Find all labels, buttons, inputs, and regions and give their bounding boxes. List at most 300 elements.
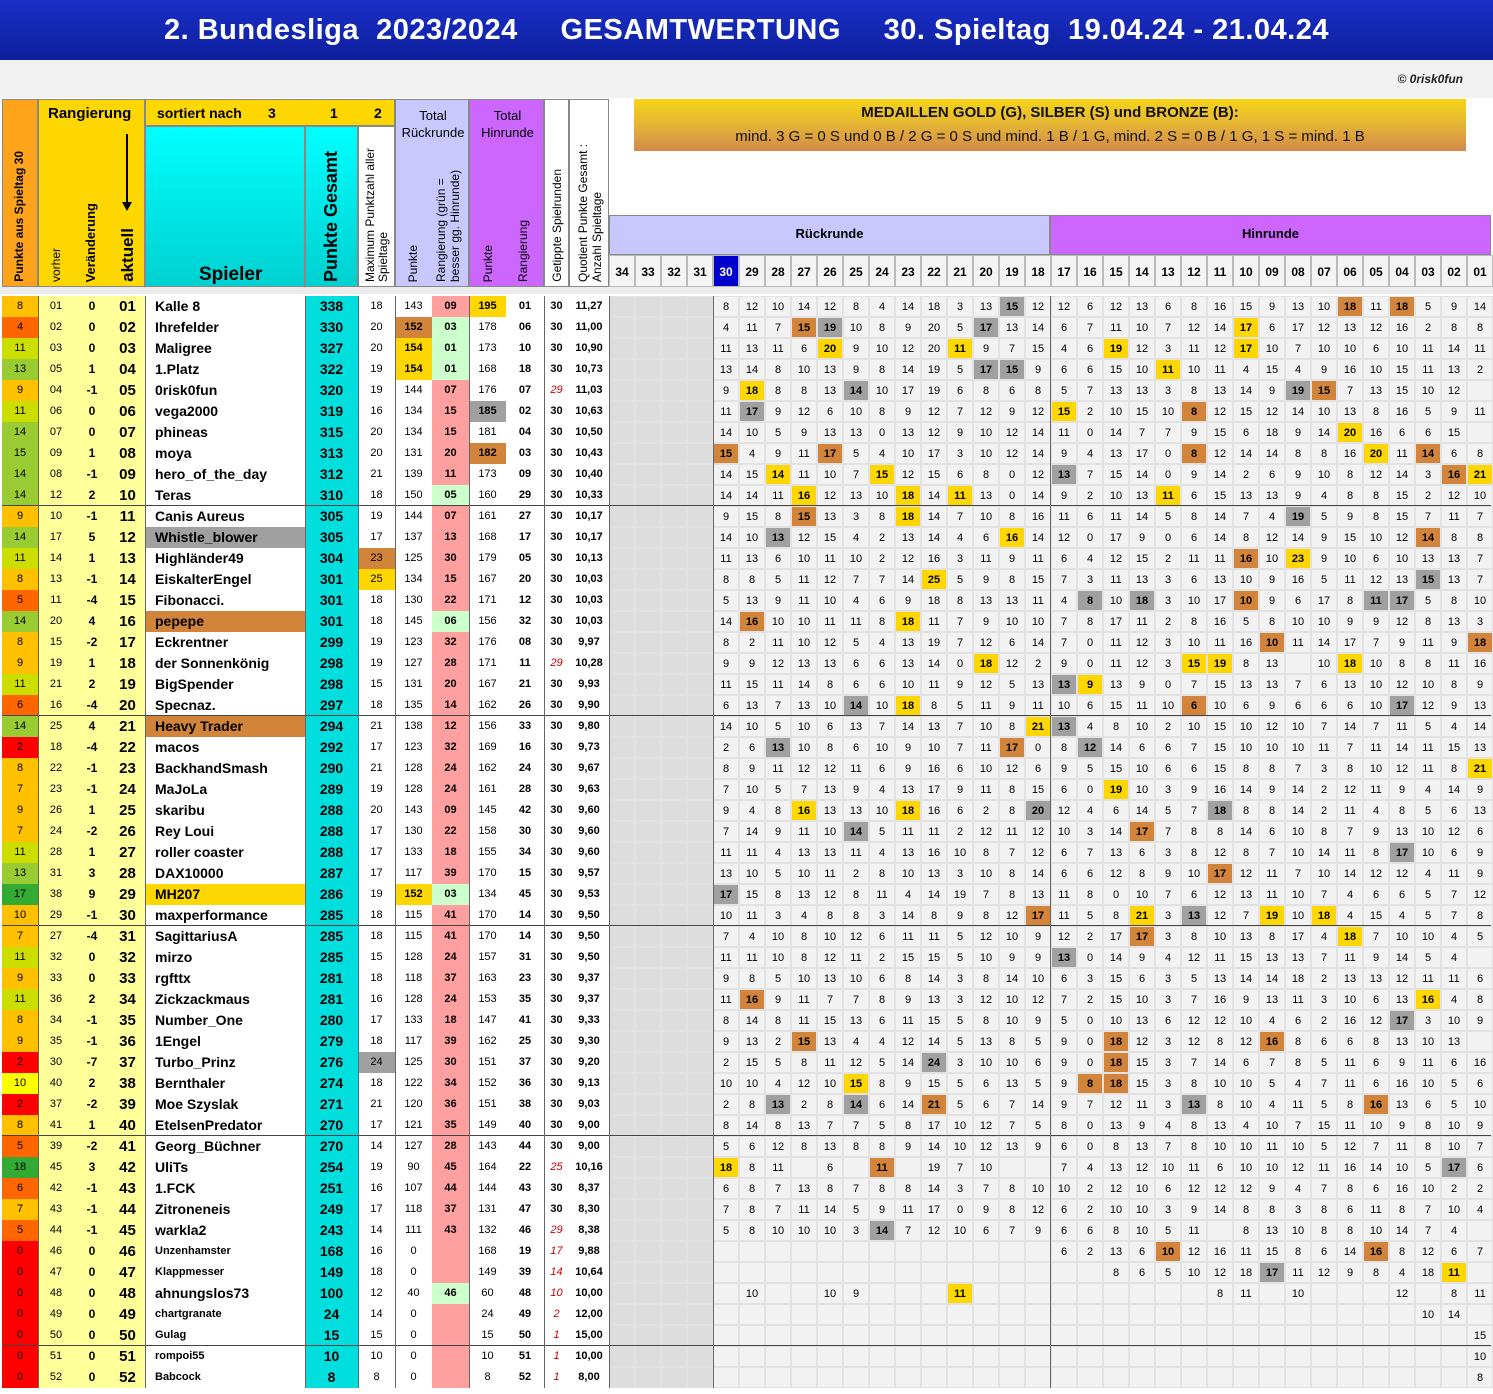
matchday-points: 7 xyxy=(817,989,843,1010)
header-played-rounds: Getippte Spielrunden xyxy=(544,99,569,287)
matchday-points xyxy=(635,359,661,380)
rueckrunde-rank: 39 xyxy=(432,863,469,884)
matchday-points xyxy=(1155,1346,1181,1367)
matchday-points: 7 xyxy=(1233,506,1259,527)
total-points: 289 xyxy=(305,779,358,800)
matchday-points: 14 xyxy=(1233,779,1259,800)
matchday-points xyxy=(1103,1346,1129,1367)
rank-previous: 24 xyxy=(38,821,74,842)
matchday-points: 10 xyxy=(1311,464,1337,485)
quotient: 8,00 xyxy=(569,1367,609,1388)
matchday-points: 14 xyxy=(1025,485,1051,506)
matchday-points: 0 xyxy=(1077,1031,1103,1052)
matchday-points: 0 xyxy=(1077,1052,1103,1073)
rank-change: 2 xyxy=(74,674,110,695)
matchday-points: 4 xyxy=(713,317,739,338)
matchday-points: 7 xyxy=(1441,884,1467,905)
matchday-points: 6 xyxy=(1051,779,1077,800)
matchday-points: 11 xyxy=(1337,842,1363,863)
matchday-header-31: 31 xyxy=(687,255,713,287)
matchday-header-10: 10 xyxy=(1233,255,1259,287)
matchday-points: 8 xyxy=(765,359,791,380)
matchday-points: 13 xyxy=(1259,989,1285,1010)
matchday-points: 15 xyxy=(1207,716,1233,737)
matchday-points: 7 xyxy=(1155,821,1181,842)
matchday-points: 5 xyxy=(765,422,791,443)
quotient: 10,16 xyxy=(569,1157,609,1178)
matchday-points: 10 xyxy=(765,296,791,317)
matchday-points: 4 xyxy=(843,590,869,611)
matchday-points: 4 xyxy=(1467,1199,1493,1220)
matchday-points: 13 xyxy=(1259,947,1285,968)
rank-change: 0 xyxy=(74,1367,110,1388)
matchday-points: 15 xyxy=(1051,401,1077,422)
matchday-points xyxy=(765,1325,791,1346)
matchday-points: 16 xyxy=(921,800,947,821)
matchday-points xyxy=(609,737,635,758)
matchday-points: 7 xyxy=(1441,905,1467,926)
matchday-points xyxy=(635,1010,661,1031)
matchday-points xyxy=(1415,1325,1441,1346)
rank-current: 08 xyxy=(110,443,145,464)
rueckrunde-rank: 32 xyxy=(432,632,469,653)
matchday-points: 7 xyxy=(1051,632,1077,653)
total-points: 288 xyxy=(305,800,358,821)
matchday-points xyxy=(1467,1031,1493,1052)
matchday-header-19: 19 xyxy=(999,255,1025,287)
matchday-points: 10 xyxy=(1103,401,1129,422)
rank-change: -1 xyxy=(74,1220,110,1241)
quotient: 9,73 xyxy=(569,737,609,758)
matchday-points: 13 xyxy=(973,1031,999,1052)
matchday-points: 11 xyxy=(1207,548,1233,569)
rank-current: 48 xyxy=(110,1283,145,1304)
matchday-points: 8 xyxy=(1181,380,1207,401)
matchday-points: 14 xyxy=(921,968,947,989)
matchday-points: 17 xyxy=(895,380,921,401)
matchday-points: 10 xyxy=(791,632,817,653)
matchday-points xyxy=(687,1052,713,1073)
matchday-points xyxy=(1285,1304,1311,1325)
matchday-points: 9 xyxy=(973,611,999,632)
matchday-points: 11 xyxy=(973,779,999,800)
matchday-points: 0 xyxy=(1077,653,1103,674)
matchday-points: 6 xyxy=(817,716,843,737)
matchday-points: 2 xyxy=(713,1094,739,1115)
player-name: Kalle 8 xyxy=(145,296,305,317)
header-max-points: Maximum Punktzahl aller Spieltage xyxy=(358,126,395,287)
total-points: 10 xyxy=(305,1346,358,1367)
matchday-points: 2 xyxy=(1233,464,1259,485)
matchday-header-25: 25 xyxy=(843,255,869,287)
matchday-points: 13 xyxy=(1207,968,1233,989)
matchday-points: 9 xyxy=(1467,1010,1493,1031)
matchday-points: 11 xyxy=(1311,1157,1337,1178)
quotient: 10,33 xyxy=(569,485,609,506)
hinrunde-points: 10 xyxy=(469,1346,506,1367)
rueckrunde-points: 134 xyxy=(395,401,432,422)
matchday-points xyxy=(1077,1325,1103,1346)
matchday-points: 13 xyxy=(1441,1031,1467,1052)
played-rounds: 17 xyxy=(544,1241,569,1262)
matchday-points: 10 xyxy=(1415,1304,1441,1325)
matchday-points: 10 xyxy=(765,947,791,968)
points-matchday-30: 14 xyxy=(2,527,38,548)
rank-current: 46 xyxy=(110,1241,145,1262)
rank-previous: 37 xyxy=(38,1094,74,1115)
quotient: 10,73 xyxy=(569,359,609,380)
matchday-points: 14 xyxy=(713,527,739,548)
rank-previous: 48 xyxy=(38,1283,74,1304)
matchday-points: 19 xyxy=(1103,779,1129,800)
matchday-points: 13 xyxy=(973,485,999,506)
matchday-points: 0 xyxy=(947,653,973,674)
matchday-points: 15 xyxy=(791,506,817,527)
matchday-points: 11 xyxy=(739,905,765,926)
max-points: 24 xyxy=(358,1052,395,1073)
matchday-points: 18 xyxy=(1415,1262,1441,1283)
matchday-points: 6 xyxy=(1129,842,1155,863)
matchday-points: 5 xyxy=(1155,506,1181,527)
matchday-points: 7 xyxy=(947,632,973,653)
matchday-points: 3 xyxy=(1155,905,1181,926)
rank-current: 42 xyxy=(110,1157,145,1178)
max-points: 19 xyxy=(358,653,395,674)
max-points: 20 xyxy=(358,317,395,338)
matchday-points: 8 xyxy=(1285,1052,1311,1073)
matchday-points xyxy=(661,1094,687,1115)
total-points: 24 xyxy=(305,1304,358,1325)
matchday-points: 2 xyxy=(1077,485,1103,506)
matchday-points xyxy=(609,884,635,905)
matchday-points: 10 xyxy=(869,380,895,401)
matchday-points: 11 xyxy=(1181,1157,1207,1178)
matchday-points: 11 xyxy=(1181,1220,1207,1241)
matchday-points: 11 xyxy=(1337,1115,1363,1136)
matchday-points: 13 xyxy=(1363,968,1389,989)
matchday-points: 15 xyxy=(739,464,765,485)
matchday-points: 14 xyxy=(1415,527,1441,548)
player-name: Zickzackmaus xyxy=(145,989,305,1010)
rank-previous: 34 xyxy=(38,1010,74,1031)
matchday-points: 6 xyxy=(999,380,1025,401)
header-points-matchday: Punkte aus Spieltag 30 xyxy=(2,99,38,287)
matchday-points: 13 xyxy=(765,527,791,548)
played-rounds: 30 xyxy=(544,968,569,989)
matchday-points: 11 xyxy=(1103,317,1129,338)
matchday-points xyxy=(687,359,713,380)
matchday-points xyxy=(687,1073,713,1094)
matchday-points xyxy=(791,1346,817,1367)
matchday-points: 11 xyxy=(973,548,999,569)
max-points: 20 xyxy=(358,800,395,821)
matchday-points: 5 xyxy=(1155,800,1181,821)
matchday-points xyxy=(661,359,687,380)
matchday-points: 13 xyxy=(1441,359,1467,380)
rank-previous: 29 xyxy=(38,905,74,926)
matchday-points: 15 xyxy=(1207,485,1233,506)
played-rounds: 30 xyxy=(544,800,569,821)
matchday-points: 9 xyxy=(895,317,921,338)
matchday-points: 23 xyxy=(1285,548,1311,569)
matchday-points: 6 xyxy=(765,548,791,569)
matchday-points: 12 xyxy=(1311,1262,1337,1283)
matchday-points: 6 xyxy=(843,674,869,695)
played-rounds: 1 xyxy=(544,1367,569,1388)
matchday-points: 7 xyxy=(1155,1136,1181,1157)
matchday-points xyxy=(921,1241,947,1262)
matchday-points: 10 xyxy=(1181,590,1207,611)
matchday-points: 2 xyxy=(947,821,973,842)
matchday-points: 13 xyxy=(817,380,843,401)
matchday-points: 12 xyxy=(1181,1241,1207,1262)
matchday-points: 19 xyxy=(1285,380,1311,401)
matchday-points: 2 xyxy=(843,863,869,884)
quotient: 9,00 xyxy=(569,1115,609,1136)
matchday-points xyxy=(609,569,635,590)
hinrunde-rank: 37 xyxy=(506,1052,544,1073)
matchday-points: 10 xyxy=(1259,338,1285,359)
matchday-points: 10 xyxy=(999,926,1025,947)
matchday-points: 8 xyxy=(1467,317,1493,338)
matchday-points: 8 xyxy=(1441,1283,1467,1304)
matchday-points: 8 xyxy=(1467,527,1493,548)
matchday-points xyxy=(687,527,713,548)
matchday-points: 11 xyxy=(1259,863,1285,884)
matchday-points xyxy=(687,1010,713,1031)
matchday-points xyxy=(609,1178,635,1199)
rueckrunde-points: 40 xyxy=(395,1283,432,1304)
matchday-points: 2 xyxy=(713,1052,739,1073)
matchday-points: 6 xyxy=(1233,422,1259,443)
matchday-points: 8 xyxy=(1415,1115,1441,1136)
matchday-points: 8 xyxy=(1441,758,1467,779)
matchday-points xyxy=(635,590,661,611)
matchday-points: 5 xyxy=(869,1115,895,1136)
matchday-points xyxy=(1337,1325,1363,1346)
total-points: 288 xyxy=(305,842,358,863)
matchday-points: 6 xyxy=(947,758,973,779)
matchday-points: 6 xyxy=(1415,1094,1441,1115)
matchday-points: 8 xyxy=(999,506,1025,527)
rank-previous: 14 xyxy=(38,548,74,569)
matchday-points xyxy=(609,380,635,401)
max-points: 18 xyxy=(358,296,395,317)
matchday-points: 4 xyxy=(1415,779,1441,800)
total-points: 285 xyxy=(305,905,358,926)
matchday-points: 7 xyxy=(1181,737,1207,758)
matchday-points: 10 xyxy=(973,947,999,968)
played-rounds: 25 xyxy=(544,1157,569,1178)
matchday-points: 7 xyxy=(1415,506,1441,527)
matchday-points: 6 xyxy=(1259,464,1285,485)
matchday-points: 2 xyxy=(1077,1178,1103,1199)
matchday-points: 10 xyxy=(1207,695,1233,716)
matchday-points: 10 xyxy=(1233,590,1259,611)
matchday-points: 14 xyxy=(1441,779,1467,800)
matchday-points: 4 xyxy=(1311,926,1337,947)
matchday-points: 8 xyxy=(739,569,765,590)
max-points: 16 xyxy=(358,401,395,422)
matchday-points: 5 xyxy=(765,968,791,989)
points-matchday-30: 2 xyxy=(2,1052,38,1073)
matchday-points: 11 xyxy=(765,485,791,506)
matchday-points: 5 xyxy=(1467,926,1493,947)
matchday-header-26: 26 xyxy=(817,255,843,287)
matchday-points: 6 xyxy=(1337,1199,1363,1220)
matchday-points xyxy=(687,1094,713,1115)
played-rounds: 30 xyxy=(544,884,569,905)
matchday-points: 9 xyxy=(999,695,1025,716)
max-points: 15 xyxy=(358,1325,395,1346)
matchday-points: 12 xyxy=(1389,1283,1415,1304)
matchday-points: 7 xyxy=(1285,338,1311,359)
matchday-points: 13 xyxy=(1363,380,1389,401)
matchday-points xyxy=(1441,1325,1467,1346)
matchday-points: 11 xyxy=(1259,884,1285,905)
matchday-points: 17 xyxy=(1233,317,1259,338)
hinrunde-rank: 09 xyxy=(506,464,544,485)
matchday-points: 10 xyxy=(947,1115,973,1136)
matchday-points: 17 xyxy=(1103,611,1129,632)
player-name: Whistle_blower xyxy=(145,527,305,548)
quotient: 9,20 xyxy=(569,1052,609,1073)
hinrunde-points: 132 xyxy=(469,1220,506,1241)
matchday-points: 10 xyxy=(895,863,921,884)
matchday-points xyxy=(1181,1367,1207,1388)
matchday-points: 6 xyxy=(869,1094,895,1115)
matchday-points xyxy=(921,1325,947,1346)
hinrunde-points: 170 xyxy=(469,926,506,947)
matchday-points: 12 xyxy=(1233,1031,1259,1052)
points-matchday-30: 4 xyxy=(2,317,38,338)
matchday-points: 3 xyxy=(1155,989,1181,1010)
matchday-points: 13 xyxy=(843,716,869,737)
matchday-points: 8 xyxy=(1467,443,1493,464)
matchday-points: 11 xyxy=(1441,653,1467,674)
matchday-points xyxy=(609,653,635,674)
rueckrunde-rank: 44 xyxy=(432,1178,469,1199)
total-points: 294 xyxy=(305,716,358,737)
matchday-points: 3 xyxy=(843,1220,869,1241)
matchday-points: 10 xyxy=(973,863,999,884)
matchday-points: 8 xyxy=(869,1073,895,1094)
matchday-points: 8 xyxy=(1233,800,1259,821)
matchday-points: 4 xyxy=(739,926,765,947)
rueckrunde-points: 107 xyxy=(395,1178,432,1199)
matchday-points xyxy=(895,1241,921,1262)
played-rounds: 30 xyxy=(544,1136,569,1157)
rueckrunde-rank: 43 xyxy=(432,1220,469,1241)
matchday-points: 5 xyxy=(765,779,791,800)
rueckrunde-points: 121 xyxy=(395,1115,432,1136)
matchday-points: 6 xyxy=(1051,1199,1077,1220)
matchday-points: 6 xyxy=(1051,1136,1077,1157)
matchday-points: 10 xyxy=(1467,1094,1493,1115)
matchday-points xyxy=(609,947,635,968)
matchday-points: 10 xyxy=(1129,779,1155,800)
rueckrunde-points: 123 xyxy=(395,632,432,653)
quotient: 11,03 xyxy=(569,380,609,401)
matchday-points: 10 xyxy=(713,1073,739,1094)
matchday-points: 10 xyxy=(1207,1073,1233,1094)
hinrunde-rank: 42 xyxy=(506,800,544,821)
quotient: 10,03 xyxy=(569,611,609,632)
hinrunde-rank: 33 xyxy=(506,716,544,737)
matchday-points: 4 xyxy=(1233,1115,1259,1136)
hinrunde-rank: 47 xyxy=(506,1199,544,1220)
column-separator xyxy=(713,296,714,1388)
rank-change: 0 xyxy=(74,1283,110,1304)
matchday-points: 8 xyxy=(791,380,817,401)
matchday-points: 13 xyxy=(791,842,817,863)
matchday-points: 15 xyxy=(843,1073,869,1094)
matchday-points xyxy=(635,653,661,674)
matchday-points: 14 xyxy=(1207,317,1233,338)
matchday-points: 13 xyxy=(1285,296,1311,317)
matchday-points: 8 xyxy=(999,1178,1025,1199)
rank-current: 39 xyxy=(110,1094,145,1115)
rueckrunde-rank: 22 xyxy=(432,821,469,842)
matchday-points: 14 xyxy=(1233,380,1259,401)
matchday-points xyxy=(1259,1325,1285,1346)
matchday-points: 7 xyxy=(1337,821,1363,842)
matchday-points: 14 xyxy=(999,968,1025,989)
total-points: 297 xyxy=(305,695,358,716)
matchday-points xyxy=(687,842,713,863)
matchday-points: 5 xyxy=(947,1073,973,1094)
rueckrunde-points: 128 xyxy=(395,989,432,1010)
rueckrunde-rank: 35 xyxy=(432,1115,469,1136)
rank-current: 09 xyxy=(110,464,145,485)
matchday-points xyxy=(895,1262,921,1283)
matchday-points xyxy=(739,1262,765,1283)
rueckrunde-rank: 28 xyxy=(432,1136,469,1157)
matchday-points: 18 xyxy=(895,695,921,716)
matchday-points: 13 xyxy=(1441,548,1467,569)
matchday-points xyxy=(687,758,713,779)
matchday-points: 7 xyxy=(1285,1115,1311,1136)
matchday-points: 12 xyxy=(1337,1136,1363,1157)
matchday-points: 7 xyxy=(843,569,869,590)
matchday-points: 17 xyxy=(739,401,765,422)
matchday-points: 7 xyxy=(1077,464,1103,485)
matchday-points: 11 xyxy=(1415,737,1441,758)
matchday-points: 17 xyxy=(1129,821,1155,842)
matchday-points: 5 xyxy=(1025,1031,1051,1052)
matchday-points: 13 xyxy=(791,1115,817,1136)
matchday-points: 10 xyxy=(1467,1346,1493,1367)
matchday-points: 6 xyxy=(947,464,973,485)
matchday-points xyxy=(1025,1241,1051,1262)
matchday-points xyxy=(1025,1367,1051,1388)
matchday-points xyxy=(687,1283,713,1304)
rank-change: 3 xyxy=(74,863,110,884)
matchday-points xyxy=(739,1241,765,1262)
matchday-points: 18 xyxy=(895,506,921,527)
points-matchday-30: 11 xyxy=(2,548,38,569)
matchday-points xyxy=(609,1115,635,1136)
matchday-points xyxy=(791,1325,817,1346)
matchday-points xyxy=(1337,1283,1363,1304)
matchday-points: 8 xyxy=(1233,1199,1259,1220)
rueckrunde-rank: 34 xyxy=(432,1073,469,1094)
matchday-points: 12 xyxy=(1181,947,1207,968)
matchday-points: 10 xyxy=(1415,1031,1441,1052)
points-matchday-30: 7 xyxy=(2,779,38,800)
matchday-points: 7 xyxy=(999,1094,1025,1115)
matchday-points xyxy=(1025,1157,1051,1178)
